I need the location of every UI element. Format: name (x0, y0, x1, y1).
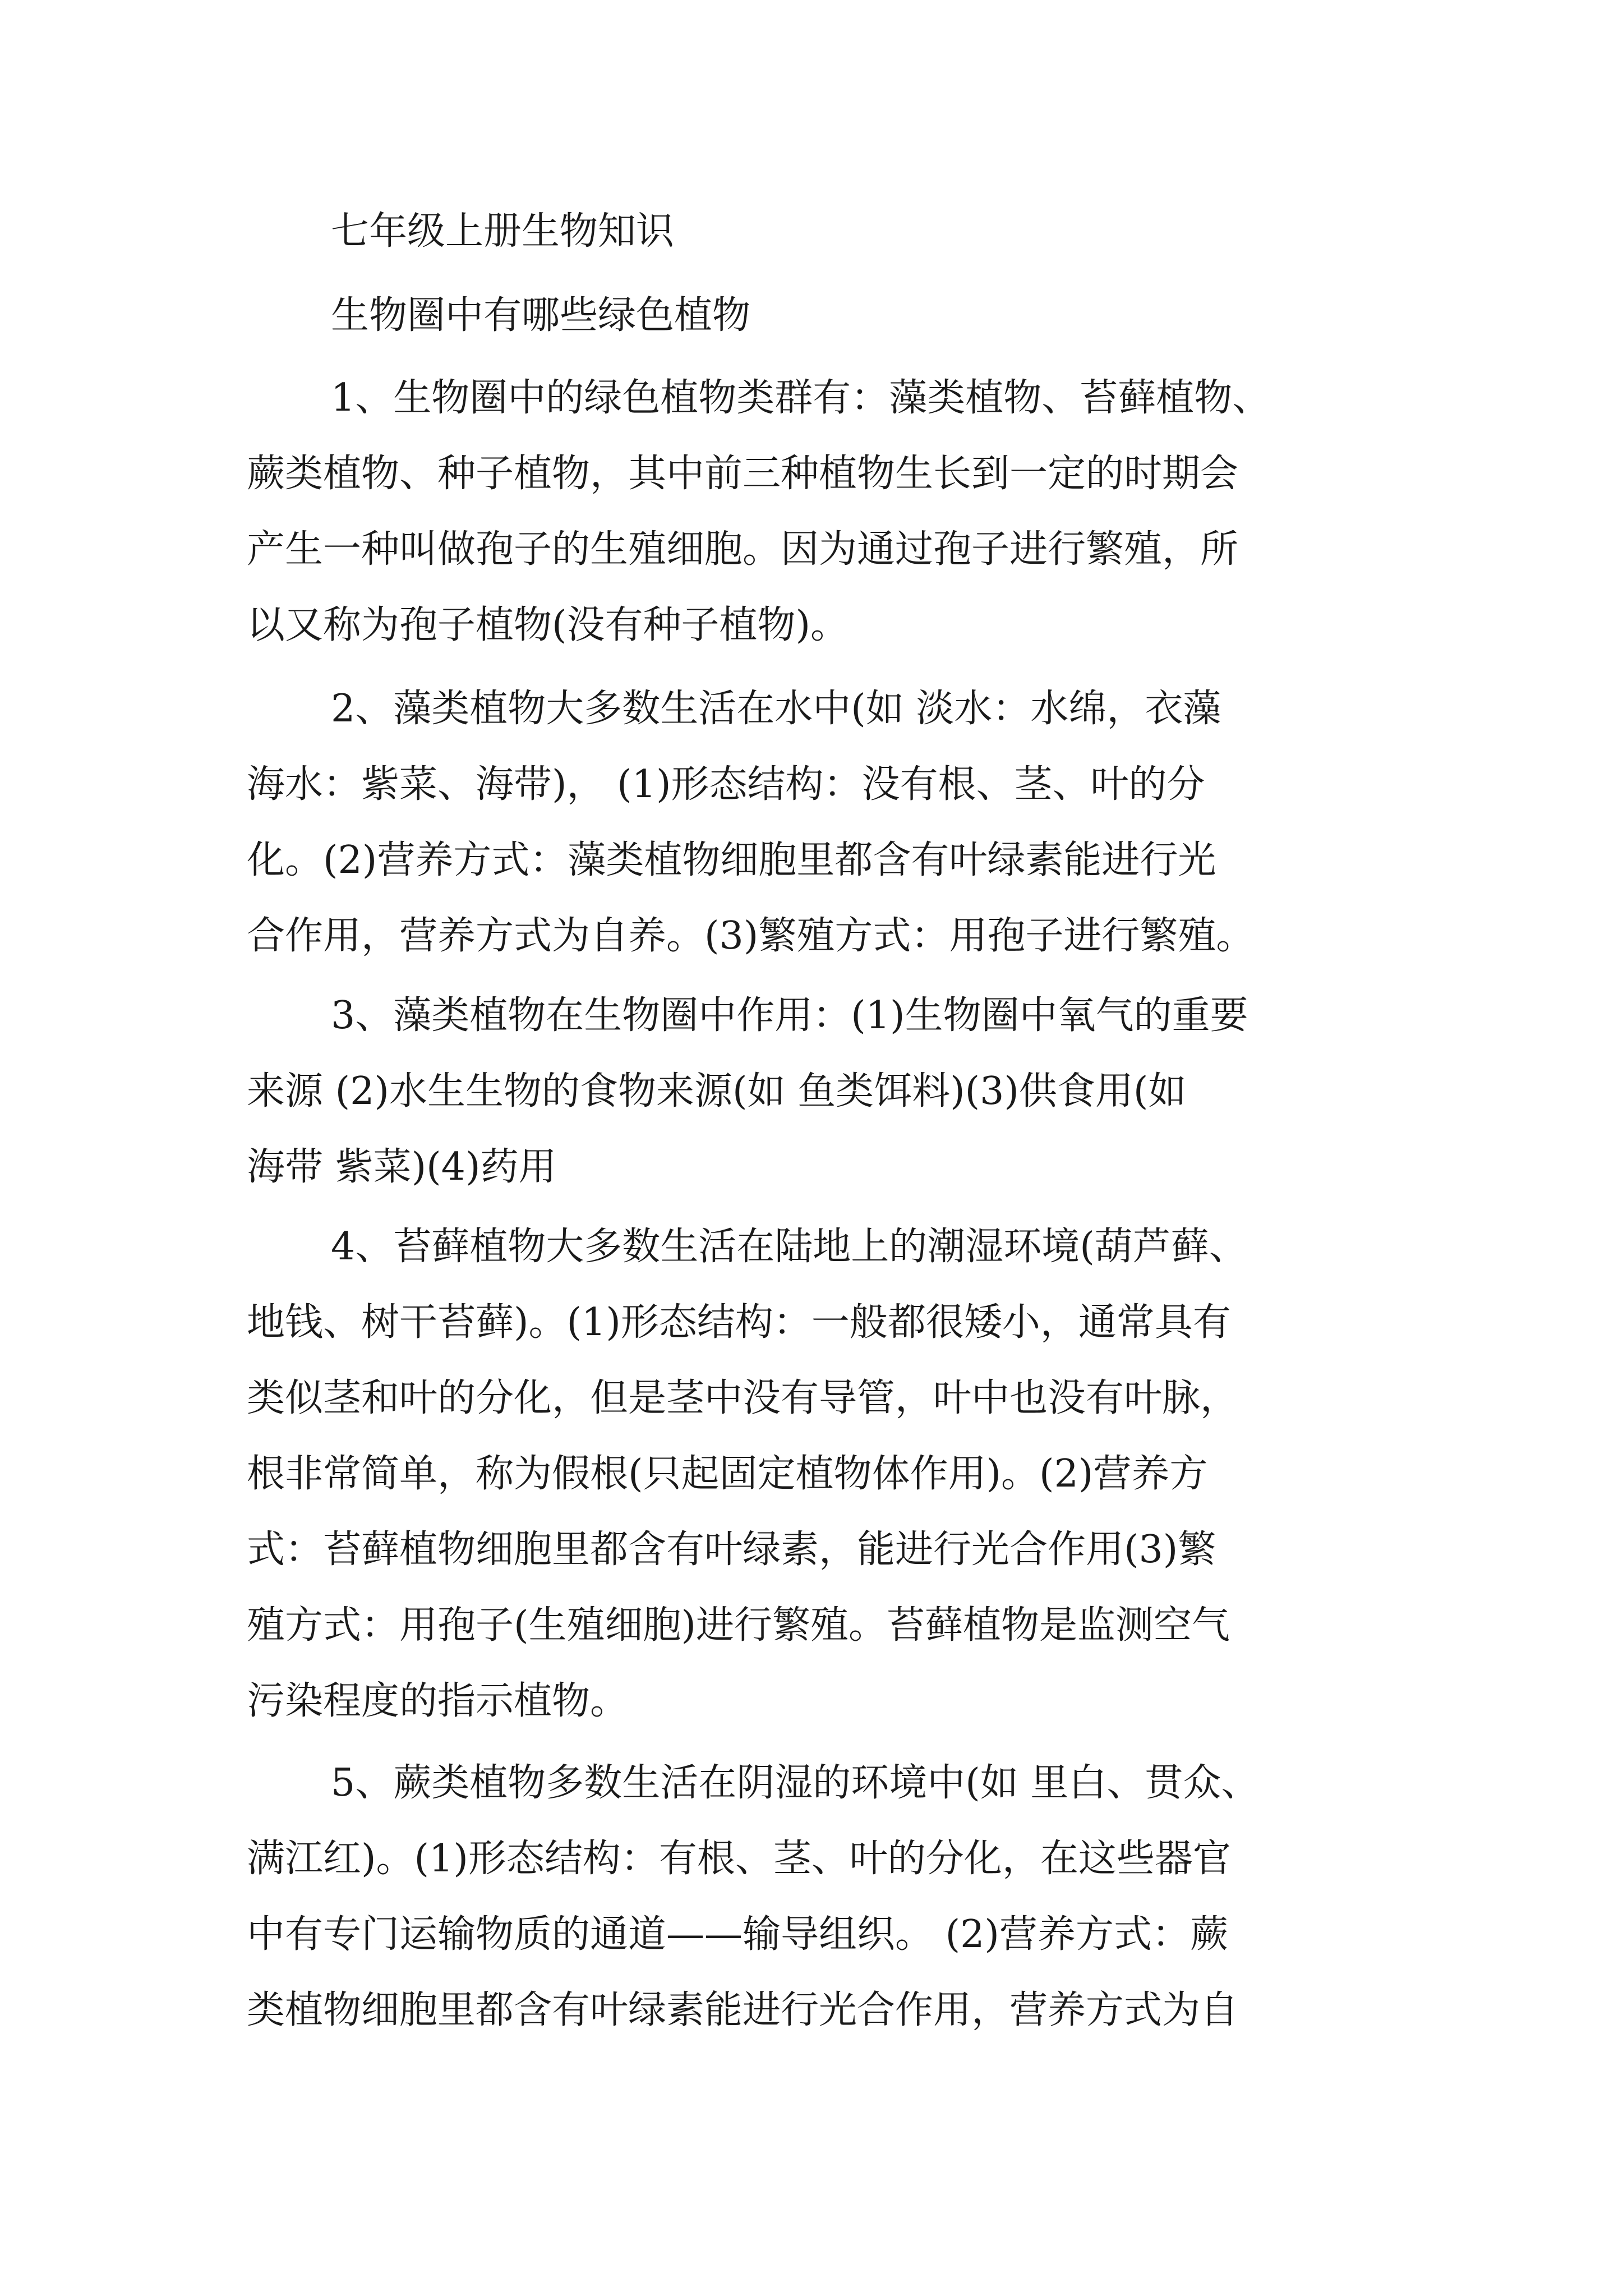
paragraph-2-line-1: 2、藻类植物大多数生活在水中(如 淡水：水绵，衣藻 (331, 687, 1221, 731)
paragraph-5-line-4: 类植物细胞里都含有叶绿素能进行光合作用，营养方式为自 (247, 1988, 1239, 2032)
paragraph-4-line-1: 4、苔藓植物大多数生活在陆地上的潮湿环境(葫芦藓、 (331, 1225, 1247, 1269)
section-heading: 生物圈中有哪些绿色植物 (331, 293, 751, 338)
paragraph-4-line-6: 殖方式：用孢子(生殖细胞)进行繁殖。苔藓植物是监测空气 (247, 1603, 1230, 1648)
paragraph-1-line-4: 以又称为孢子植物(没有种子植物)。 (247, 603, 849, 647)
paragraph-3-line-3: 海带 紫菜)(4)药用 (247, 1145, 557, 1189)
paragraph-4-line-7: 污染程度的指示植物。 (247, 1679, 629, 1723)
paragraph-4-line-5: 式：苔藓植物细胞里都含有叶绿素，能进行光合作用(3)繁 (247, 1527, 1216, 1572)
paragraph-3-line-1: 3、藻类植物在生物圈中作用：(1)生物圈中氧气的重要 (331, 993, 1248, 1038)
paragraph-4-line-3: 类似茎和叶的分化，但是茎中没有导管，叶中也没有叶脉， (247, 1376, 1239, 1420)
paragraph-2-line-3: 化。(2)营养方式：藻类植物细胞里都含有叶绿素能进行光 (247, 838, 1216, 882)
paragraph-2-line-2: 海水：紫菜、海带)， (1)形态结构：没有根、茎、叶的分 (247, 762, 1205, 807)
paragraph-1-line-3: 产生一种叫做孢子的生殖细胞。因为通过孢子进行繁殖，所 (247, 527, 1239, 572)
paragraph-1-line-2: 蕨类植物、种子植物，其中前三种植物生长到一定的时期会 (247, 452, 1239, 496)
document-title: 七年级上册生物知识 (331, 209, 675, 254)
paragraph-1-line-1: 1、生物圈中的绿色植物类群有：藻类植物、苔藓植物、 (331, 376, 1271, 420)
paragraph-5-line-2: 满江红)。(1)形态结构：有根、茎、叶的分化，在这些器官 (247, 1837, 1231, 1881)
paragraph-2-line-4: 合作用，营养方式为自养。(3)繁殖方式：用孢子进行繁殖。 (247, 914, 1255, 958)
paragraph-4-line-4: 根非常简单，称为假根(只起固定植物体作用)。(2)营养方 (247, 1452, 1208, 1496)
paragraph-3-line-2: 来源 (2)水生生物的食物来源(如 鱼类饵料)(3)供食用(如 (247, 1069, 1187, 1114)
paragraph-5-line-3: 中有专门运输物质的通道——输导组织。 (2)营养方式：蕨 (247, 1912, 1228, 1957)
paragraph-5-line-1: 5、蕨类植物多数生活在阴湿的环境中(如 里白、贯众、 (331, 1761, 1260, 1805)
paragraph-4-line-2: 地钱、树干苔藓)。(1)形态结构：一般都很矮小，通常具有 (247, 1300, 1231, 1345)
